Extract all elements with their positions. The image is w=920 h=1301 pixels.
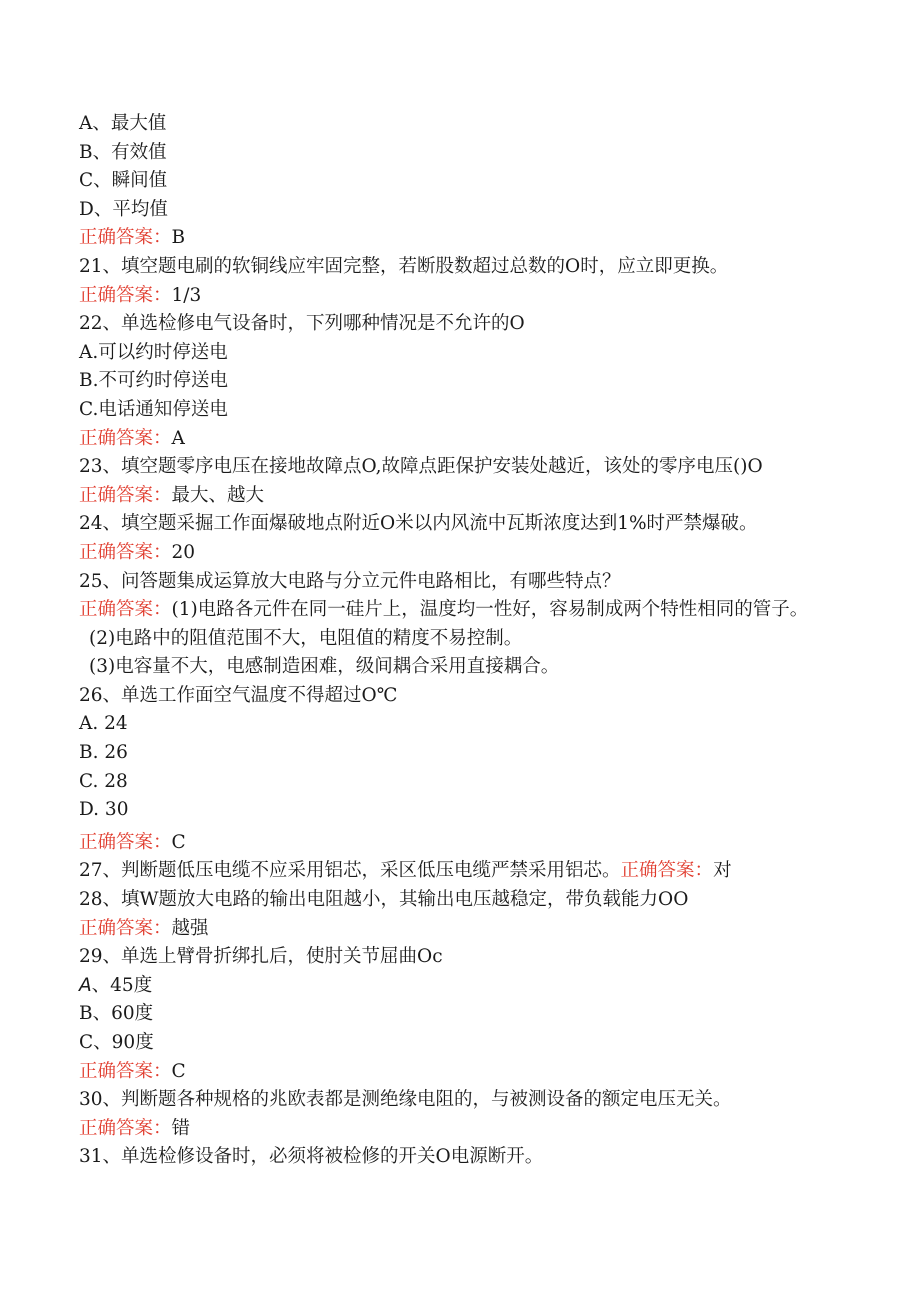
option-line: A、最大值	[79, 113, 167, 134]
answer-label: 正确答案：	[79, 599, 172, 621]
answer-continuation: (3)电容量不大，电感制造困难，级间耦合采用直接耦合。	[89, 656, 560, 678]
question-line: 26、单选工作面空气温度不得超过O℃	[79, 684, 398, 706]
option-line: B. 26	[79, 742, 128, 764]
answer-line	[79, 915, 839, 944]
option-line: A. 24	[79, 713, 128, 735]
option-line: C、瞬间值	[79, 170, 168, 192]
answer-value: A	[171, 427, 185, 449]
option-line: C、90度	[79, 1032, 154, 1053]
option-line: C. 28	[79, 770, 128, 792]
answer-value: 20	[171, 541, 196, 563]
answer-label: 正确答案：	[79, 831, 172, 853]
question-line: 24、填空题采掘工作面爆破地点附近O米以内风流中瓦斯浓度达到1%时严禁爆破。	[79, 513, 758, 535]
answer-value: C	[171, 831, 186, 853]
question-line: 25、问答题集成运算放大电路与分立元件电路相比，有哪些特点？	[79, 570, 621, 592]
answer-continuation: (2)电路中的阻值范围不大，电阻值的精度不易控制。	[89, 627, 523, 649]
answer-line	[79, 482, 839, 511]
option-line	[79, 972, 839, 1001]
option-line: C.电话通知停送电	[79, 398, 228, 420]
answer-value: 越强	[171, 917, 209, 939]
answer-line	[79, 539, 839, 568]
answer-line	[79, 224, 839, 253]
answer-value: 最大、越大	[171, 484, 265, 506]
option-line: D. 30	[79, 799, 129, 821]
question-line: 28、填W题放大电路的输出电阻越小，其输出电压越稳定，带负载能力OO	[79, 889, 689, 911]
document-page	[79, 110, 839, 1172]
question-line: 31、单选检修设备时，必须将被检修的开关O电源断开。	[79, 1146, 544, 1168]
answer-value: (1)电路各元件在同一硅片上，温度均一性好，容易制成两个特性相同的管子。	[171, 599, 809, 621]
option-line: D、平均值	[79, 198, 168, 220]
question-line: 29、单选上臂骨折绑扎后，使肘关节屈曲Oc	[79, 946, 443, 968]
answer-label: 正确答案：	[79, 917, 172, 939]
question-line: 22、单选检修电气设备时，下列哪种情况是不允许的O	[79, 313, 525, 335]
answer-line	[79, 596, 839, 625]
answer-label: 正确答案：	[79, 1060, 172, 1082]
answer-value: 错	[171, 1117, 191, 1139]
answer-label: 正确答案：	[79, 284, 172, 306]
option-text: 、45度	[91, 974, 153, 996]
answer-value: B	[171, 227, 186, 249]
answer-label: 正确答案：	[79, 484, 172, 506]
answer-line	[79, 829, 839, 858]
question-line	[79, 857, 839, 886]
answer-value: C	[171, 1060, 186, 1082]
answer-label: 正确答案：	[79, 227, 172, 249]
answer-line	[79, 1115, 839, 1144]
question-line: 21、填空题电刷的软铜线应牢固完整，若断股数超过总数的O时，应立即更换。	[79, 255, 729, 277]
answer-label: 正确答案：	[79, 1117, 172, 1139]
option-line: B、60度	[79, 1003, 154, 1025]
answer-value: 对	[713, 860, 732, 882]
option-line: B.不可约时停送电	[79, 370, 228, 392]
answer-line	[79, 1058, 839, 1087]
question-line: 30、判断题各种规格的兆欧表都是测绝缘电阻的，与被测设备的额定电压无关。	[79, 1089, 732, 1111]
option-line: A.可以约时停送电	[79, 341, 228, 363]
answer-value: 1/3	[171, 284, 202, 306]
option-line: B、有效值	[79, 141, 167, 163]
answer-label: 正确答案：	[620, 860, 714, 882]
answer-line	[79, 425, 839, 454]
option-letter: A	[79, 974, 92, 996]
answer-label: 正确答案：	[79, 541, 172, 563]
answer-label: 正确答案：	[79, 427, 172, 449]
answer-line	[79, 282, 839, 311]
question-line: 23、填空题零序电压在接地故障点O,故障点距保护安装处越近，该处的零序电压()O	[79, 456, 763, 478]
question-text: 27、判断题低压电缆不应采用铝芯，采区低压电缆严禁采用铝芯。	[79, 860, 621, 882]
